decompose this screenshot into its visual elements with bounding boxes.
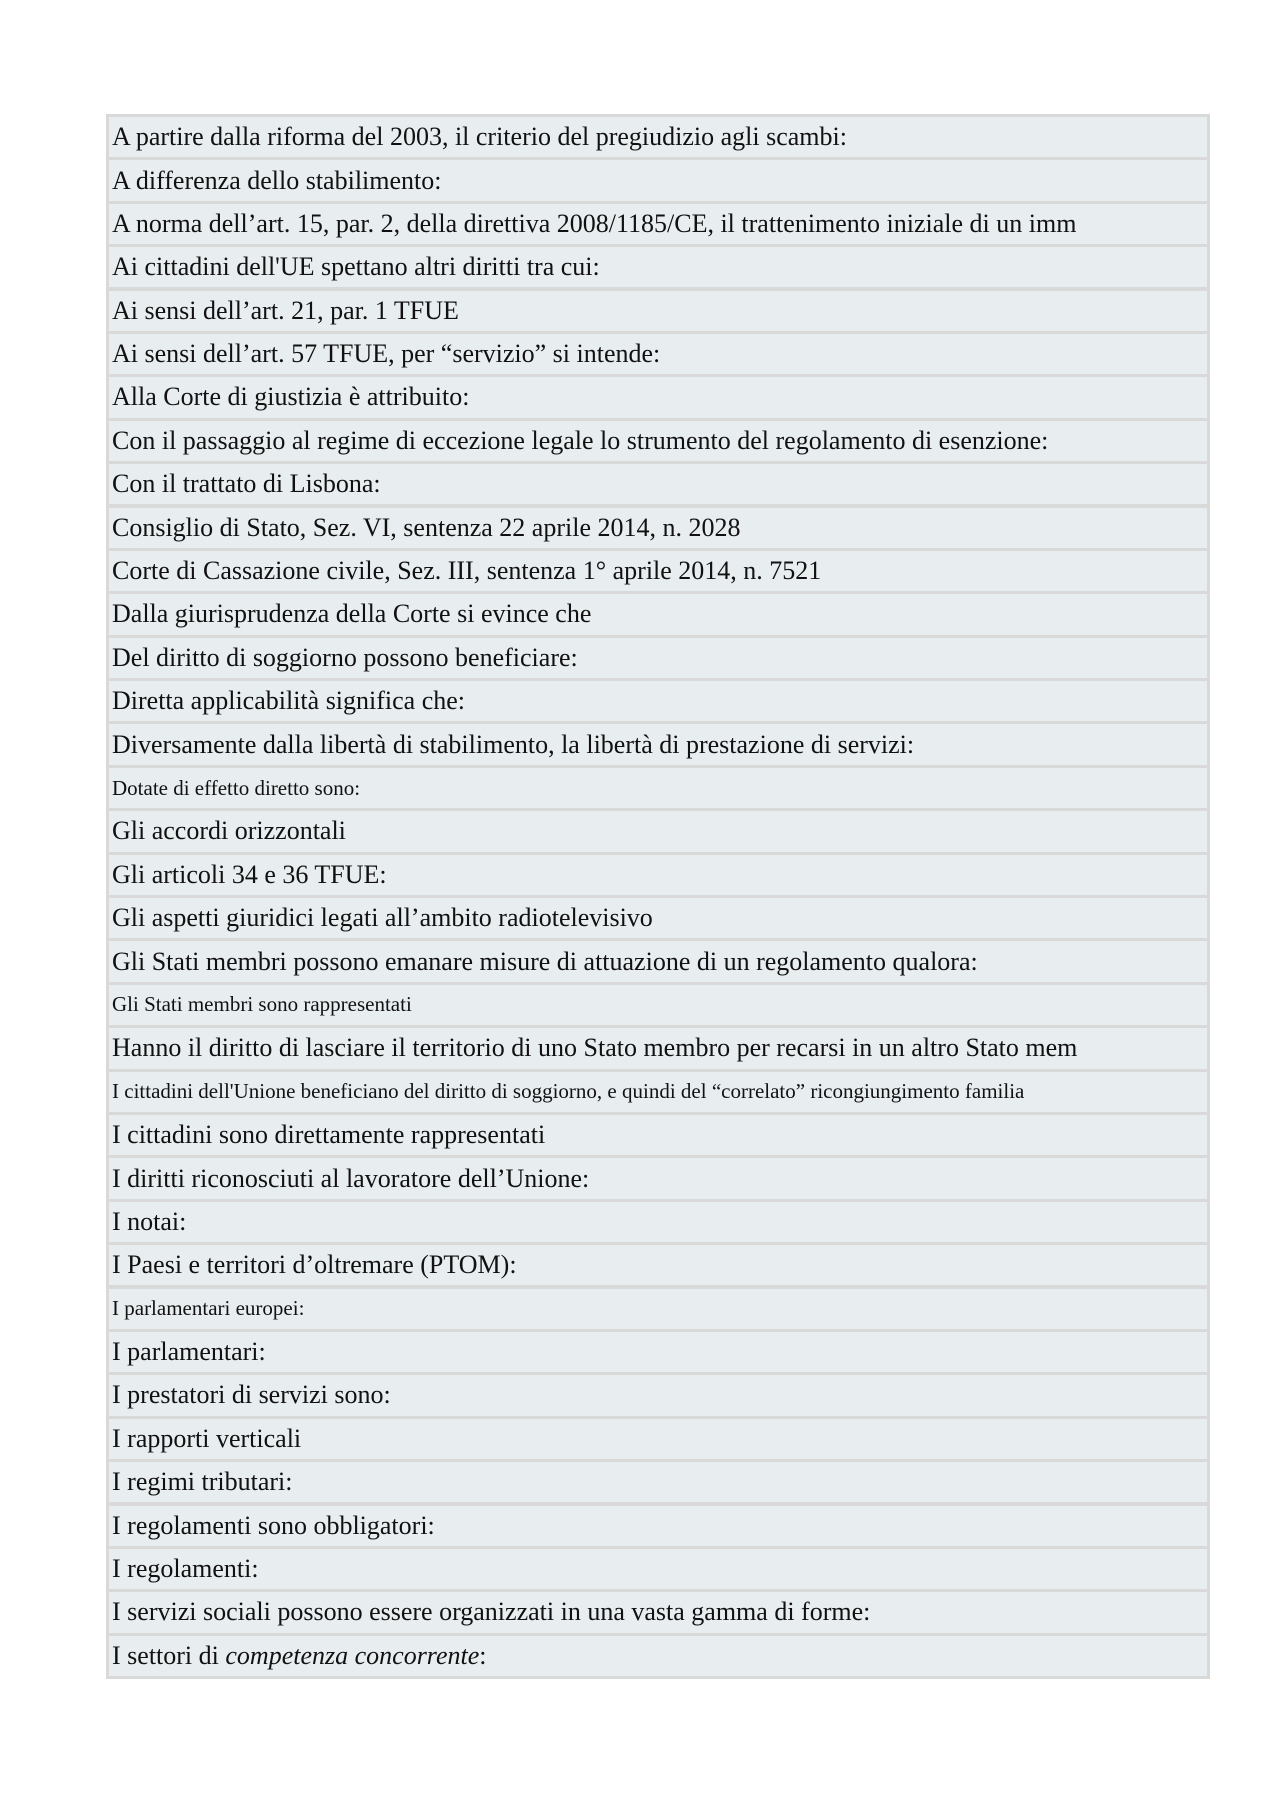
list-item — [109, 811, 1207, 851]
list-item — [109, 247, 1207, 287]
list-item-text: I regimi tributari: — [112, 1467, 293, 1497]
question-list — [106, 114, 1210, 1679]
list-item-text: Gli Stati membri possono emanare misure di attuazione di un regolamento qualora: — [112, 946, 978, 976]
list-item-text: Diversamente dalla libertà di stabilimento, la libertà di prestazione di servizi: — [112, 729, 915, 759]
list-item — [109, 681, 1207, 721]
list-item — [109, 1375, 1207, 1415]
list-item — [109, 1592, 1207, 1632]
list-item-text: Hanno il diritto di lasciare il territorio di uno Stato membro per recarsi in un altro Stato mem — [112, 1033, 1078, 1063]
list-item — [109, 1028, 1207, 1068]
list-item-text: I regolamenti sono obbligatori: — [112, 1510, 435, 1540]
list-item — [109, 638, 1207, 678]
list-item-text: Diretta applicabilità significa che: — [112, 686, 466, 716]
list-item — [109, 1289, 1207, 1329]
list-item-text: A differenza dello stabilimento: — [112, 165, 442, 195]
list-item — [109, 291, 1207, 331]
list-item-text: Ai sensi dell’art. 57 TFUE, per “servizio” si intende: — [112, 339, 661, 369]
list-item-text: Alla Corte di giustizia è attribuito: — [112, 382, 470, 412]
list-item-text: Del diritto di soggiorno possono beneficiare: — [112, 642, 578, 672]
list-item-text: Dotate di effetto diretto sono: — [112, 775, 361, 800]
list-item-text: I parlamentari: — [112, 1337, 266, 1367]
list-item — [109, 508, 1207, 548]
list-item-text: Corte di Cassazione civile, Sez. III, sentenza 1° aprile 2014, n. 7521 — [112, 556, 822, 586]
list-item-text: Ai cittadini dell'UE spettano altri diritti tra cui: — [112, 252, 600, 282]
list-item-text — [112, 1640, 487, 1670]
list-item-text: I Paesi e territori d’oltremare (PTOM): — [112, 1250, 517, 1280]
list-item-text: I cittadini sono direttamente rappresentati — [112, 1120, 546, 1150]
list-item-text: I regolamenti: — [112, 1554, 259, 1584]
list-item-text: I rapporti verticali — [112, 1423, 302, 1453]
list-item-text: Gli Stati membri sono rappresentati — [112, 992, 412, 1017]
list-item-text: Consiglio di Stato, Sez. VI, sentenza 22 aprile 2014, n. 2028 — [112, 512, 741, 542]
list-item — [109, 1549, 1207, 1589]
list-item-text: Dalla giurisprudenza della Corte si evince che — [112, 599, 592, 629]
list-item-text-end: : — [479, 1640, 487, 1670]
list-item — [109, 1506, 1207, 1546]
list-item — [109, 160, 1207, 200]
list-item-text: Gli aspetti giuridici legati all’ambito radiotelevisivo — [112, 903, 653, 933]
list-item — [109, 985, 1207, 1025]
list-item — [109, 334, 1207, 374]
list-item-text: Ai sensi dell’art. 21, par. 1 TFUE — [112, 295, 459, 325]
list-item-text: I servizi sociali possono essere organizzati in una vasta gamma di forme: — [112, 1597, 871, 1627]
list-item-text: Gli accordi orizzontali — [112, 816, 346, 846]
list-item — [109, 421, 1207, 461]
list-item-text: I cittadini dell'Unione beneficiano del diritto di soggiorno, e quindi del “correlato” ricongiungimento familia — [112, 1079, 1025, 1104]
list-item-text: Gli articoli 34 e 36 TFUE: — [112, 859, 387, 889]
list-item — [109, 724, 1207, 764]
list-item-text: A norma dell’art. 15, par. 2, della direttiva 2008/1185/CE, il trattenimento iniziale di un imm — [112, 208, 1077, 238]
list-item — [109, 377, 1207, 417]
list-item-text: I diritti riconosciuti al lavoratore dell’Unione: — [112, 1163, 590, 1193]
list-item — [109, 551, 1207, 591]
list-item — [109, 768, 1207, 808]
list-item — [109, 1332, 1207, 1372]
list-item — [109, 1245, 1207, 1285]
list-item — [109, 1462, 1207, 1502]
list-item-text-start: I settori di — [112, 1640, 226, 1670]
list-item — [109, 1158, 1207, 1198]
list-item — [109, 941, 1207, 981]
list-item — [109, 117, 1207, 157]
list-item-text: I parlamentari europei: — [112, 1296, 305, 1321]
list-item — [109, 594, 1207, 634]
list-item-text: Con il trattato di Lisbona: — [112, 469, 381, 499]
list-item-text: I prestatori di servizi sono: — [112, 1380, 391, 1410]
list-item-text-italic: competenza concorrente — [225, 1640, 480, 1670]
list-item — [109, 1115, 1207, 1155]
list-item — [109, 898, 1207, 938]
list-item-text: I notai: — [112, 1206, 187, 1236]
list-item — [109, 464, 1207, 504]
list-item-text: A partire dalla riforma del 2003, il criterio del pregiudizio agli scambi: — [112, 122, 847, 152]
list-item — [109, 1072, 1207, 1112]
list-item-text: Con il passaggio al regime di eccezione legale lo strumento del regolamento di esenzione: — [112, 425, 1049, 455]
list-item — [109, 1636, 1207, 1676]
list-item — [109, 204, 1207, 244]
list-item — [109, 855, 1207, 895]
list-item — [109, 1202, 1207, 1242]
list-item — [109, 1419, 1207, 1459]
